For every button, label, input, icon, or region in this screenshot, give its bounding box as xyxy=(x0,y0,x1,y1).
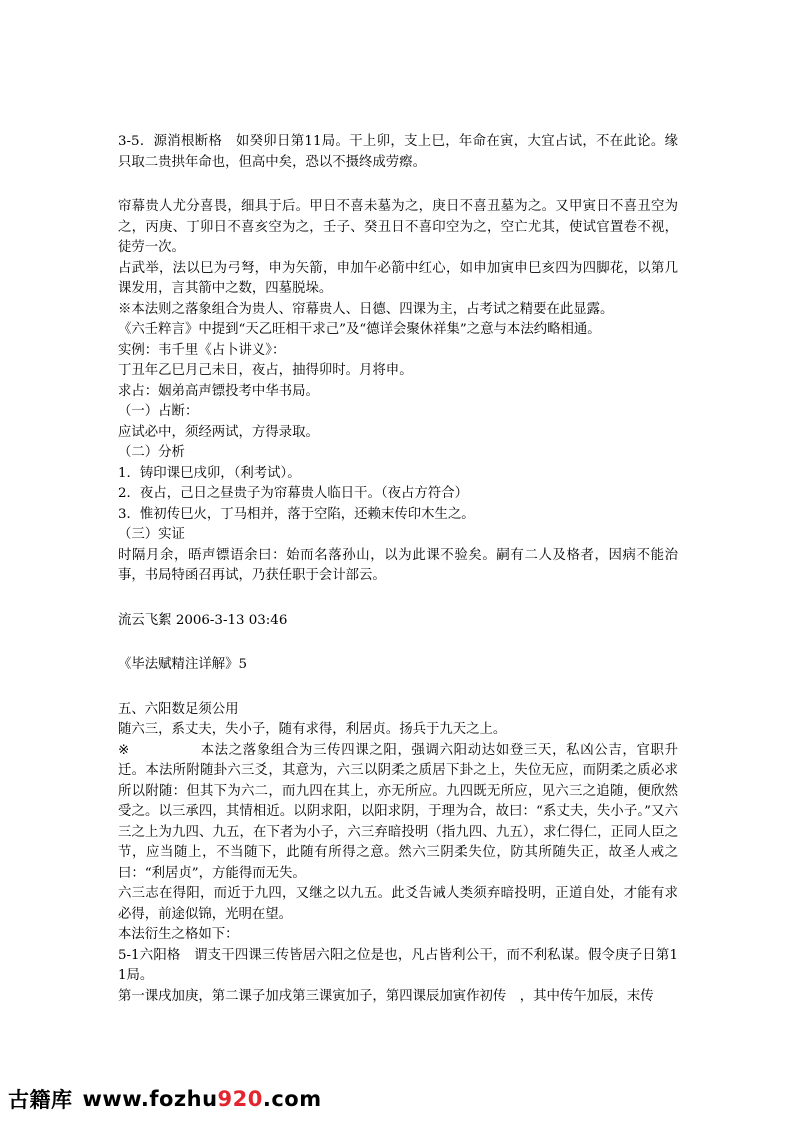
note-paragraph xyxy=(118,741,678,885)
paragraph: 随六三，系丈夫，失小子，随有求得，利居贞。扬兵于九天之上。 xyxy=(118,722,507,737)
site-url-number: 920 xyxy=(217,1087,263,1111)
chapter-heading: 五、六阳数足须公用 xyxy=(118,701,239,717)
note-mark: ※ xyxy=(118,742,130,758)
paragraph: 帘幕贵人尤分喜畏，细具于后。甲日不喜未墓为之，庚日不喜丑墓为之。又甲寅日不喜丑空为之，丙庚、丁卯日不喜亥空为之，壬子、癸丑日不喜印空为之，空亡尤其，使试官置卷不视，徒劳一次。 xyxy=(118,199,678,255)
document-body xyxy=(118,132,678,1007)
paragraph: 2．夜占，己日之昼贵子为帘幕贵人临日干。（夜占方符合） xyxy=(118,486,468,501)
paragraph: 1．铸印课巳戌卯，（利考试）。 xyxy=(118,465,301,481)
paragraph: 六三志在得阳，而近于九四，又继之以九五。此爻告诫人类须弃暗投明，正道自处，才能有求必得，前途似锦，光明在望。 xyxy=(118,886,678,922)
section-title: 《毕法赋精注详解》5 xyxy=(118,657,248,672)
paragraph: 《六壬粹言》中提到“天乙旺相干求己”及“德详会聚休祥集”之意与本法约略相通。 xyxy=(118,322,601,337)
paragraph: 时隔月余，晤声镖语余曰：始而名落孙山，以为此课不验矣。嗣有二人及格者，因病不能治事，书局特函召再试，乃获任职于会计部云。 xyxy=(118,547,678,583)
paragraph: ※本法则之落象组合为贵人、帘幕贵人、日德、四课为主，占考试之精要在此显露。 xyxy=(118,301,614,317)
paragraph: 占武举，法以巳为弓弩，申为矢箭，申加午必箭中红心，如申加寅申巳亥四为四脚花，以第几课发用，言其箭中之数，四墓脱垛。 xyxy=(118,260,678,296)
blank-line xyxy=(118,587,678,611)
paragraph: 3．惟初传巳火，丁马相并，落于空陷，还赖末传印木生之。 xyxy=(118,506,475,522)
note-text: 本法之落象组合为三传四课之阳，强调六阳动达如登三天，私凶公吉，官职升迁。本法所附随卦六三爻，其意为，六三以阴柔之质居下卦之上，失位无应，而阴柔之质必求所以附随：但其下为六二，而九四在其上，亦无所应。九四既无所应，见六三之追随，便欣然受之。以三承四，其情相近。以阴求阳，以阳求阴，于理为合，故曰：“系丈夫，失小子。”又六三之上为九四、九五，在下者为小子，六三弃暗投明（指九四、九五），求仁得仁，正同人臣之节，应当随上，不当随下，此随有所得之意。然六三阴柔失位，防其所随失正，故圣人戒之曰：“利居贞”，方能得而无失。 xyxy=(118,742,678,881)
paragraph: （三）实证 xyxy=(118,527,185,542)
post-author-date: 流云飞絮 2006-3-13 03:46 xyxy=(118,612,288,628)
paragraph: 第一课戌加庚，第二课子加戌第三课寅加子，第四课辰加寅作初传 ，其中传午加辰，末传 xyxy=(118,988,654,1004)
paragraph: 实例：韦千里《占卜讲义》： xyxy=(118,342,286,358)
paragraph: 3-5．源消根断格 如癸卯日第11局。干上卯，支上巳，年命在寅，大宜占试，不在此论。缘只取二贵拱年命也，但高中矣，恐以不摄终成劳瘵。 xyxy=(118,134,678,170)
site-url-suffix: .com xyxy=(262,1087,322,1111)
paragraph: （一）占断： xyxy=(118,404,199,419)
blank-line xyxy=(118,631,678,655)
blank-line xyxy=(118,676,678,700)
site-url-prefix: www.fozhu xyxy=(82,1087,218,1111)
site-name: 古籍库 xyxy=(8,1088,73,1112)
paragraph: （二）分析 xyxy=(118,445,185,460)
paragraph: 5-1六阳格 谓支干四课三传皆居六阳之位是也，凡占皆利公干，而不利私谋。假令庚子日第11局。 xyxy=(118,947,678,983)
site-watermark xyxy=(8,1084,322,1114)
paragraph: 求占：姻弟高声镖投考中华书局。 xyxy=(118,383,319,399)
paragraph: 本法衍生之格如下： xyxy=(118,927,239,942)
blank-line xyxy=(118,173,678,197)
paragraph: 丁丑年乙巳月己未日，夜占，抽得卯时。月将申。 xyxy=(118,363,413,378)
paragraph: 应试必中，须经两试，方得录取。 xyxy=(118,424,319,440)
